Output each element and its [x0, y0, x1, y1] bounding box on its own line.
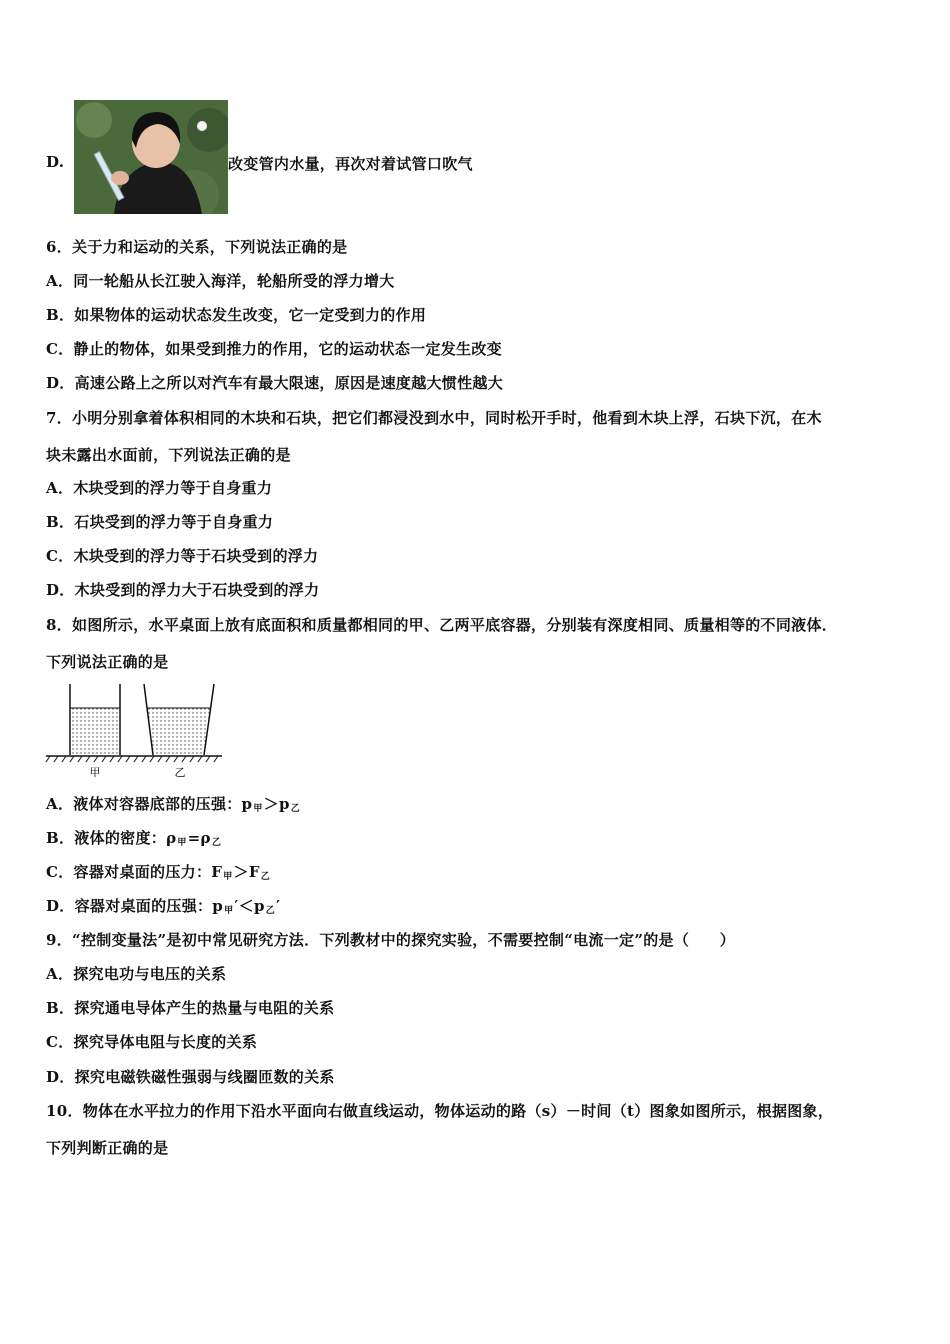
- q9-stem: 9．“控制变量法”是初中常见研究方法．下列教材中的探究实验，不需要控制“电流一定”的是（ ）: [46, 931, 736, 949]
- subscript-yi: 乙: [265, 906, 276, 916]
- two-containers-figure: [44, 680, 224, 780]
- q9-option-c: C．探究导体电阻与长度的关系: [46, 1033, 258, 1051]
- q6-stem: 6．关于力和运动的关系，下列说法正确的是: [46, 238, 348, 256]
- q5-option-d-text: 改变管内水量，再次对着试管口吹气: [228, 155, 473, 173]
- girl-blowing-test-tube-photo: [74, 100, 228, 214]
- subscript-jia: 甲: [223, 872, 233, 882]
- q9-option-d: D．探究电磁铁磁性强弱与线圈匝数的关系: [46, 1068, 335, 1086]
- q10-stem-line-2: 下列判断正确的是: [46, 1139, 169, 1157]
- q8-option-a-relation: ＞p: [263, 795, 290, 813]
- q8-option-c: [46, 861, 271, 882]
- q8-option-c-text: C．容器对桌面的压力：F: [46, 863, 223, 881]
- q7-stem-line-1: 7．小明分别拿着体积相同的木块和石块，把它们都浸没到水中，同时松开手时，他看到木块上浮，石块下沉，在木: [46, 409, 822, 427]
- q6-option-b: B．如果物体的运动状态发生改变，它一定受到力的作用: [46, 306, 427, 324]
- q8-option-c-relation: ＞F: [233, 863, 260, 881]
- q6-option-c: C．静止的物体，如果受到推力的作用，它的运动状态一定发生改变: [46, 340, 502, 358]
- q6-option-a: A．同一轮船从长江驶入海洋，轮船所受的浮力增大: [46, 272, 395, 290]
- q9-option-a: A．探究电功与电压的关系: [46, 965, 227, 983]
- q7-option-d: D．木块受到的浮力大于石块受到的浮力: [46, 581, 320, 599]
- q5-option-d-label: D.: [46, 153, 65, 171]
- q8-stem-line-1: 8．如图所示，水平桌面上放有底面积和质量都相同的甲、乙两平底容器，分别装有深度相同、质量相等的不同液体．: [46, 616, 838, 634]
- q8-option-d-text: D．容器对桌面的压强：p: [46, 897, 224, 915]
- container-label-jia: 甲: [89, 766, 101, 779]
- subscript-jia: 甲: [224, 906, 234, 916]
- q7-stem-line-2: 块未露出水面前，下列说法正确的是: [46, 446, 291, 464]
- q10-stem-line-1: 10．物体在水平拉力的作用下沿水平面向右做直线运动，物体运动的路（s）－时间（t）图象如图所示，根据图象，: [46, 1102, 834, 1120]
- container-label-yi: 乙: [174, 766, 186, 779]
- subscript-yi: 乙: [260, 872, 271, 882]
- subscript-yi: 乙: [290, 804, 301, 814]
- q8-option-b: [46, 827, 222, 848]
- q7-option-b: B．石块受到的浮力等于自身重力: [46, 513, 274, 531]
- subscript-jia: 甲: [253, 804, 263, 814]
- q8-stem-line-2: 下列说法正确的是: [46, 653, 169, 671]
- q8-option-a: [46, 793, 301, 814]
- q9-option-b: B．探究通电导体产生的热量与电阻的关系: [46, 999, 335, 1017]
- q6-option-d: D．高速公路上之所以对汽车有最大限速，原因是速度越大惯性越大: [46, 374, 504, 392]
- photo-illustration: [74, 100, 228, 214]
- q7-option-a: A．木块受到的浮力等于自身重力: [46, 479, 273, 497]
- containers-diagram: [44, 680, 224, 780]
- subscript-jia: 甲: [177, 838, 187, 848]
- subscript-yi: 乙: [211, 838, 222, 848]
- q8-option-d-relation: ′＜p: [234, 897, 265, 915]
- q8-option-b-text: B．液体的密度：ρ: [46, 829, 177, 847]
- q8-option-d-suffix: ′: [276, 897, 281, 915]
- q8-option-d: [46, 895, 280, 916]
- q7-option-c: C．木块受到的浮力等于石块受到的浮力: [46, 547, 319, 565]
- q8-option-b-relation: =ρ: [187, 829, 211, 847]
- q8-option-a-text: A．液体对容器底部的压强：p: [46, 795, 253, 813]
